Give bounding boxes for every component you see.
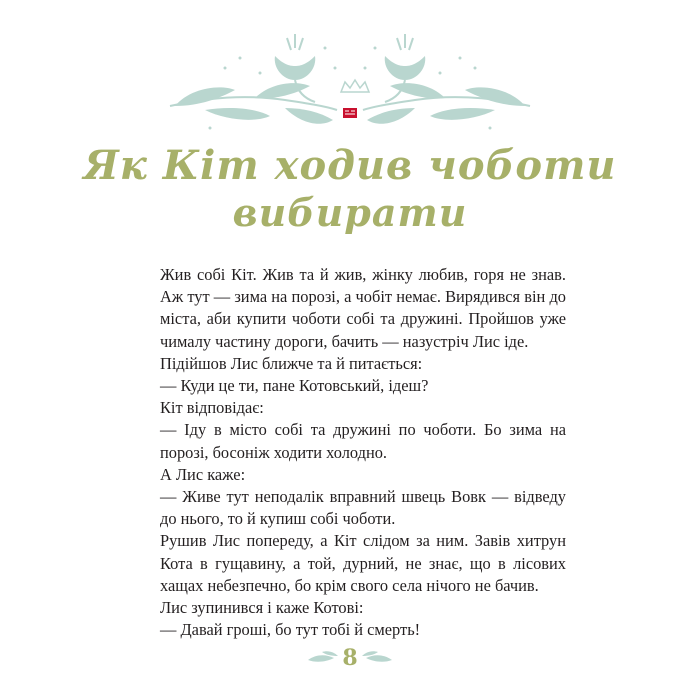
publisher-mark: [343, 108, 357, 118]
paragraph: — Живе тут неподалік вправний швець Вовк — відведу до нього, то й купиш собі чоботи.: [160, 487, 566, 529]
paragraph: Кіт відповідає:: [160, 398, 264, 418]
story-title-line1: Як Кіт ходив чоботи: [83, 142, 617, 189]
story-text: [160, 264, 566, 641]
paragraph: — Куди це ти, пане Котовський, ідеш?: [160, 376, 429, 396]
paragraph: Підійшов Лис ближче та й питається:: [160, 353, 423, 373]
paragraph: — Іду в місто собі та дружині по чоботи. Бо зима на порозі, босоніж ходити холодно.: [160, 420, 566, 462]
paragraph: А Лис каже:: [160, 464, 246, 484]
paragraph: Рушив Лис попереду, а Кіт слідом за ним. Завів хитрун Кота в гущавину, а той, дурний, не знає, що в лісових хащах небезпечно, бо крім свого села нічого не бачив.: [160, 531, 566, 595]
story-title-line2: вибирати: [232, 190, 468, 235]
floral-ornament: [165, 28, 535, 148]
paragraph: Лис зупинився і каже Котові:: [160, 598, 364, 618]
page-number: 8: [342, 645, 358, 671]
paragraph: Жив собі Кіт. Жив та й жив, жінку любив, горя не знав. Аж тут — зима на порозі, а чобіт немає. Вирядився він до міста, аби купити чоботи собі та дружині. Пройшов уже чималу частину дороги, бачить — назустріч Лис іде.: [160, 265, 566, 351]
paragraph: — Давай гроші, бо тут тобі й смерть!: [160, 620, 421, 640]
page-footer: [300, 646, 400, 670]
